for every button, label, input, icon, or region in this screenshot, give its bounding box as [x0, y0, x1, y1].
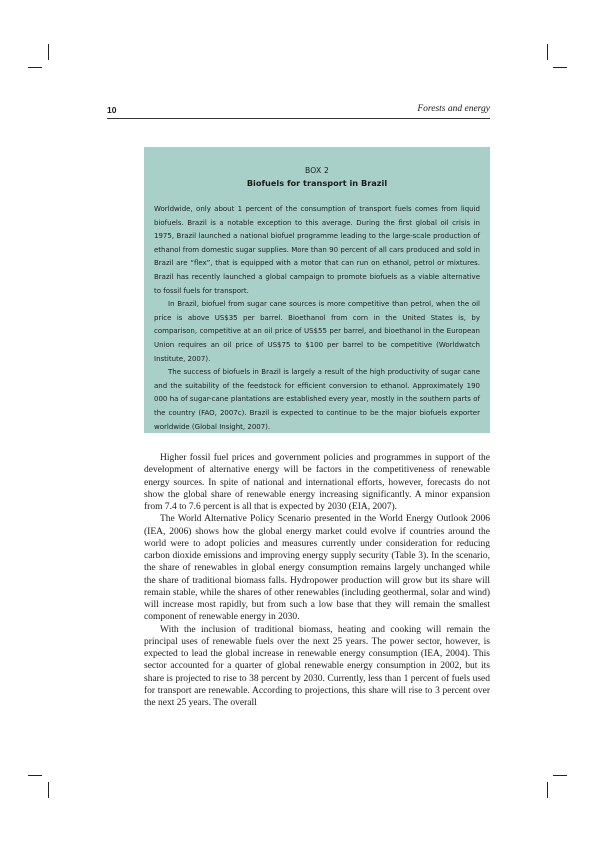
box-paragraph: The success of biofuels in Brazil is largely a result of the high productivity of sugar cane and the suitability of the feedstock for efficient conversion to ethanol. Approximately 190 000 ha of sugar-cane plantations are established every year, mostly in the southern parts of the country (FAO, 2007c). Brazil is expected to continue to be the major biofuels exporter worldwide (Global Insight, 2007).: [154, 368, 480, 431]
box-paragraph: Worldwide, only about 1 percent of the consumption of transport fuels comes from liquid biofuels. Brazil is a notable exception to this average. During the first global oil crisis in 1975, Brazil launched a national biofuel programme leading to the large-scale production of ethanol from domestic sugar supplies. More than 90 percent of all cars produced and sold in Brazil are “flex”, that is equipped with a motor that can run on ethanol, petrol or mixtures. Brazil has recently launched a global campaign to promote biofuels as a viable alternative to fossil fuels for transport.: [154, 205, 480, 295]
page-number: 10: [107, 105, 117, 115]
crop-mark-top-right-v: [547, 44, 548, 60]
crop-mark-top-right-h: [553, 67, 567, 68]
main-text: [144, 452, 490, 709]
crop-mark-bottom-left-h: [28, 775, 42, 776]
box-paragraph: In Brazil, biofuel from sugar cane sources is more competitive than petrol, when the oil price is above US$35 per barrel. Bioethanol from corn in the United States is, by comparison, competitive at an oil price of US$55 per barrel, and bioethanol in the European Union requires an oil price of US$75 to $100 per barrel to be competitive (Worldwatch Institute, 2007).: [154, 300, 480, 363]
crop-mark-bottom-left-v: [48, 782, 49, 798]
box-body: [154, 203, 480, 434]
crop-mark-bottom-right-v: [547, 782, 548, 798]
box-title: Biofuels for transport in Brazil: [246, 178, 388, 188]
body-paragraph: With the inclusion of traditional biomass, heating and cooking will remain the principal uses of renewable fuels over the next 25 years. The power sector, however, is expected to lead the global increase in renewable energy consumption (IEA, 2004). This sector accounted for a quarter of global renewable energy consumption in 2002, but its share is projected to rise to 38 percent by 2030. Currently, less than 1 percent of fuels used for transport are renewable. According to projections, this share will rise to 3 percent over the next 25 years. The overall: [144, 624, 490, 708]
crop-mark-bottom-right-h: [553, 775, 567, 776]
crop-mark-top-left-h: [28, 67, 42, 68]
box-label: BOX 2: [304, 166, 329, 175]
running-title: Forests and energy: [417, 104, 490, 114]
sidebar-box: [144, 147, 490, 433]
crop-mark-top-left-v: [48, 44, 49, 60]
running-header: [107, 104, 490, 119]
body-paragraph: The World Alternative Policy Scenario presented in the World Energy Outlook 2006 (IEA, 2006) shows how the global energy market could evolve if countries around the world were to adopt policies and measures currently under consideration for reducing carbon dioxide emissions and improving energy supply security (Table 3). In the scenario, the share of renewables in global energy consumption remains largely unchanged while the share of traditional biomass falls. Hydropower production will grow but its share will remain stable, while the shares of other renewables (including geothermal, solar and wind) will increase most rapidly, but from such a low base that they will remain the smallest component of renewable energy in 2030.: [144, 514, 490, 623]
body-paragraph: Higher fossil fuel prices and government policies and programmes in support of the development of alternative energy will be factors in the competitiveness of renewable energy sources. In spite of national and international efforts, however, forecasts do not show the global share of renewable energy increasing significantly. A minor expansion from 7.4 to 7.6 percent is all that is expected by 2030 (EIA, 2007).: [144, 453, 490, 512]
